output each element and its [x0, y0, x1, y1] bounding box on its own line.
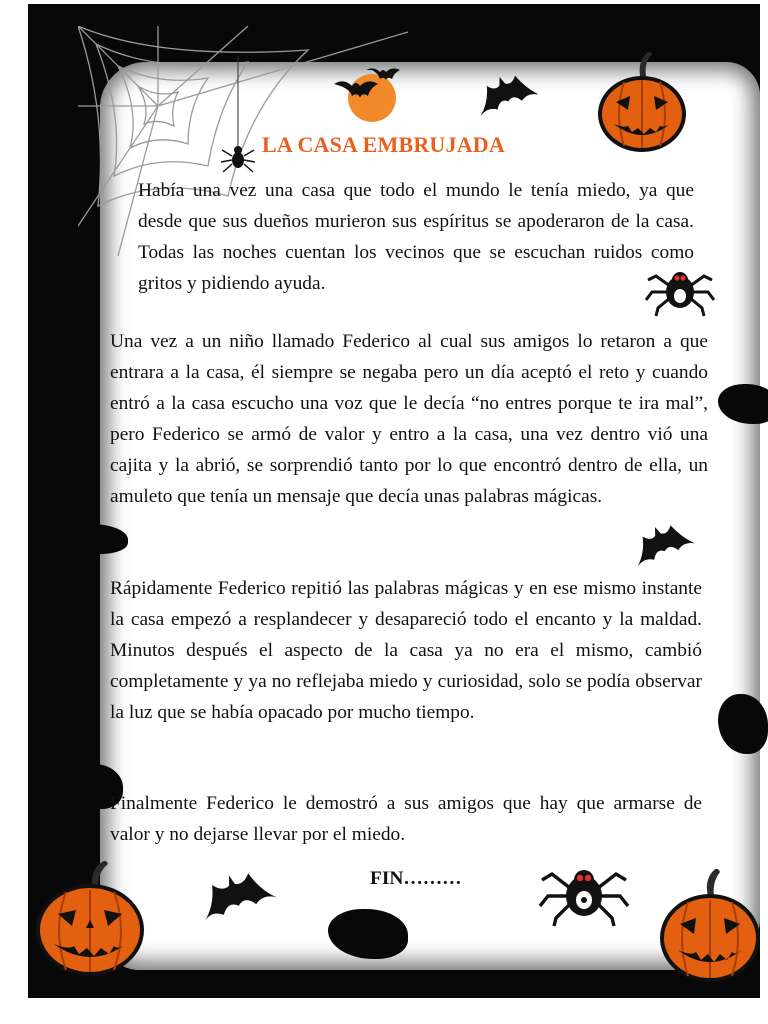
story-title: LA CASA EMBRUJADA: [262, 132, 505, 157]
frame-splatter: [58, 524, 128, 554]
pumpkin-icon: [32, 858, 150, 980]
pumpkin-icon: [656, 866, 764, 986]
bat-icon: [472, 66, 538, 118]
story-paragraph: Finalmente Federico le demostró a sus amigos que hay que armarse de valor y no dejarse llevar por el miedo.: [110, 793, 702, 845]
bat-icon: [194, 862, 278, 928]
spider-icon: [538, 858, 630, 928]
story-paragraph: Había una vez una casa que todo el mundo le tenía miedo, ya que desde que sus dueños murieron sus espíritus se apoderaron de la casa. Todas las noches cuentan los vecinos que se escuchan ruidos como gritos y pidiendo ayuda.: [138, 180, 694, 294]
moon-with-bats-icon: [330, 62, 410, 124]
pumpkin-icon: [594, 46, 690, 156]
hanging-spider: [221, 146, 255, 172]
story-paragraph: Rápidamente Federico repitió las palabras mágicas y en ese mismo instante la casa empezó a resplandecer y desapareció todo el encanto y la maldad. Minutos después el aspecto de la casa ya no era el mismo, cambió completamente y ya no reflejaba miedo y curiosidad, solo se podía observar la luz que se había opacado por mucho tiempo.: [110, 578, 702, 723]
bat-icon: [628, 516, 700, 568]
story-paragraph: Una vez a un niño llamado Federico al cual sus amigos lo retaron a que entrara a la casa, él siempre se negaba pero un día aceptó el reto y cuando entró a la casa escucho una voz que le decía “no entres porque te ira mal”, pero Federico se armó de valor y entro a la casa, una vez dentro vió una cajita y la abrió, se sorprendió tanto por lo que encontró dentro de ella, un amuleto que tenía un mensaje que decía unas palabras mágicas.: [110, 331, 708, 507]
story-ending: FIN………: [370, 868, 462, 889]
